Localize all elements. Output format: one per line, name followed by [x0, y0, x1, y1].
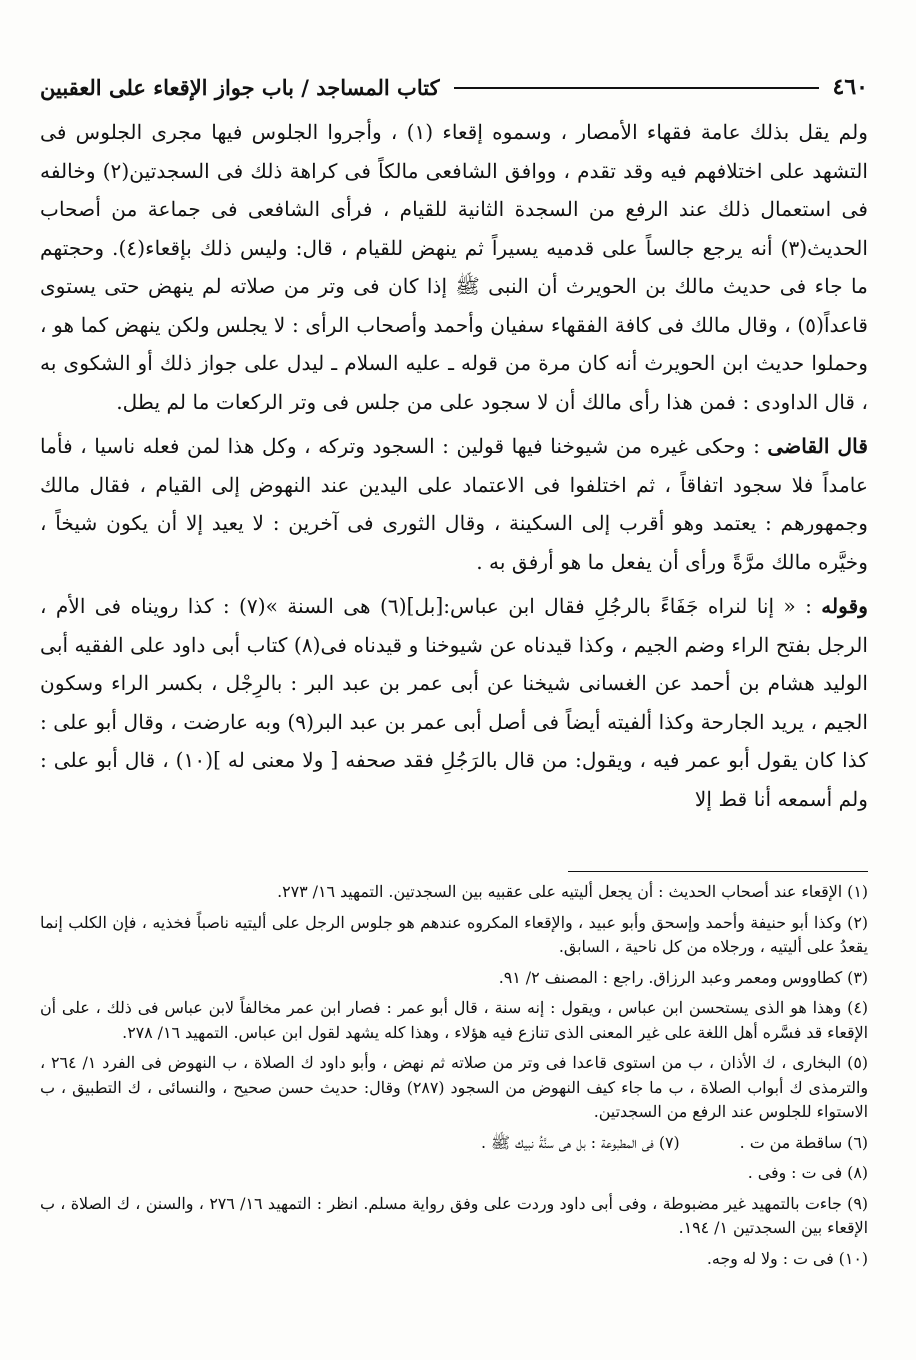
- footnote: (٩) جاءت بالتمهيد غير مضبوطة ، وفى أبى داود وردت على وفق رواية مسلم. انظر : التمهيد ١٦/ ٢٧٦ ، والسنن ، ك الصلاة ، ب الإقعاء بين السجدتين ١/ ١٩٤.: [40, 1193, 869, 1237]
- footnote: (٧) فى المطبوعة : بل هى سنَّةُ نبيك ﷺ .: [480, 1132, 680, 1152]
- page-header: [40, 60, 868, 100]
- footnote: (٣) كطاووس ومعمر وعبد الرزاق. راجع : المصنف ٢/ ٩١.: [498, 967, 868, 987]
- paragraph: [40, 587, 868, 818]
- page-number: ٤٦٠: [832, 74, 868, 100]
- footnotes: [40, 880, 868, 1277]
- paragraph: [40, 427, 868, 581]
- paragraph-lead: قال القاضى: [767, 434, 868, 458]
- header-rule: [454, 87, 819, 89]
- footnote: (٢) وكذا أبو حنيفة وأحمد وإسحق وأبو عبيد ، والإقعاء المكروه عندهم هو جلوس الرجل على أليتيه ناصباً فخذيه ، فإن الكلب إنما يقعدُ على أليتيه ، ورجلاه من كل ناحية ، السابق.: [40, 912, 868, 956]
- footnote-pair: [40, 1131, 868, 1156]
- running-title: كتاب المساجد / باب جواز الإقعاء على العقبين: [40, 75, 440, 100]
- footnote: (٦) ساقطة من ت .: [739, 1132, 868, 1152]
- paragraph-text: : « إنا لنراه جَفَاءً بالرجُلِ فقال ابن عباس:[بل](٦) هى السنة »(٧) : كذا رويناه فى الأم ، الرجل بفتح الراء وضم الجيم ، وكذا قيدناه عن شيوخنا و قيدناه فى(٨) كتاب أبى داود على الفقيه أبى الوليد هشام بن أحمد عن الغسانى شيخنا عن أبى عمر بن عبد البر : بالرِجْل ، بكسر الراء وسكون الجيم ، يريد الجارحة وكذا ألفيته أيضاً فى أصل أبى عمر بن عبد البر(٩) وبه عارضت ، وقال أبو على : كذا كان يقول أبو عمر فيه ، ويقول: من قال بالرَجُلِ فقد صحفه [ ولا معنى له ](١٠) ، قال أبو على : ولم أسمعه أنا قط إلا: [40, 594, 868, 811]
- footnote: (٨) فى ت : وفى .: [747, 1163, 868, 1182]
- paragraph-lead: وقوله: [821, 594, 868, 618]
- footnotes-divider: [568, 871, 868, 872]
- main-text: [40, 113, 868, 824]
- paragraph-text: ولم يقل بذلك عامة فقهاء الأمصار ، وسموه إقعاء (١) ، وأجروا الجلوس فيها مجرى الجلوس فى التشهد على اختلافهم فيه وقد تقدم ، ووافق الشافعى مالكاً فى كراهة ذلك فى السجدتين(٢) وخالفه فى استعمال ذلك عند الرفع من السجدة الثانية للقيام ، فرأى الشافعى فى جماعة من أصحاب الحديث(٣) أنه يرجع جالساً على قدميه يسيراً ثم ينهض للقيام ، قال: وليس ذلك بإقعاء(٤). وحجتهم ما جاء فى حديث مالك بن الحويرث أن النبى ﷺ إذا كان فى وتر من صلاته لم ينهض حتى يستوى قاعداً(٥) ، وقال مالك فى كافة الفقهاء سفيان وأحمد وأصحاب الرأى : لا يجلس ولكن ينهض كما هو ، وحملوا حديث ابن الحويرث أنه كان مرة من قوله ـ عليه السلام ـ ليدل على جواز ذلك أو الشكوى به ، قال الداودى : فمن هذا رأى مالك أن لا سجود على من جلس فى وتر الركعات ما لم يطل.: [40, 120, 868, 414]
- paragraph-text: : وحكى غيره من شيوخنا فيها قولين : السجود وتركه ، وكل هذا لمن فعله ناسيا ، فأما عامداً فلا سجود اتفاقاً ، ثم اختلفوا فى الاعتماد على اليدين عند النهوض إلى القيام ، فقال مالك وجمهورهم : يعتمد وهو أقرب إلى السكينة ، وقال الثورى فى آخرين : لا يعيد إلا أن يكون شيخاً ، وخيَّره مالك مرَّةً ورأى أن يفعل ما هو أرفق به .: [40, 434, 868, 574]
- footnote: (٥) البخارى ، ك الأذان ، ب من استوى قاعدا فى وتر من صلاته ثم نهض ، وأبو داود ك الصلاة ، ب النهوض فى الفرد ١/ ٢٦٤ ، والترمذى ك أبواب الصلاة ، ب ما جاء كيف النهوض من السجود (٢٨٧) وقال: حديث حسن صحيح ، والنسائى ، ك التطبيق ، ب الاستواء للجلوس عند الرفع من السجدتين.: [40, 1053, 868, 1121]
- paragraph: [40, 113, 868, 421]
- footnote: (٤) وهذا هو الذى يستحسن ابن عباس ، ويقول : إنه سنة ، قال أبو عمر : فصار ابن عمر مخالفاً لابن عباس فى ذلك ، على أن الإقعاء قد فسَّره أهل اللغة على غير المعنى الذى تنازع فيه هؤلاء ، وهذا كله يشهد لقول ابن عباس. التمهيد ١٦/ ٢٧٨.: [40, 998, 868, 1042]
- footnote: (١) الإقعاء عند أصحاب الحديث : أن يجعل أليتيه على عقبيه بين السجدتين. التمهيد ١٦/ ٢٧٣.: [277, 882, 868, 901]
- footnote: (١٠) فى ت : ولا له وجه.: [706, 1248, 868, 1268]
